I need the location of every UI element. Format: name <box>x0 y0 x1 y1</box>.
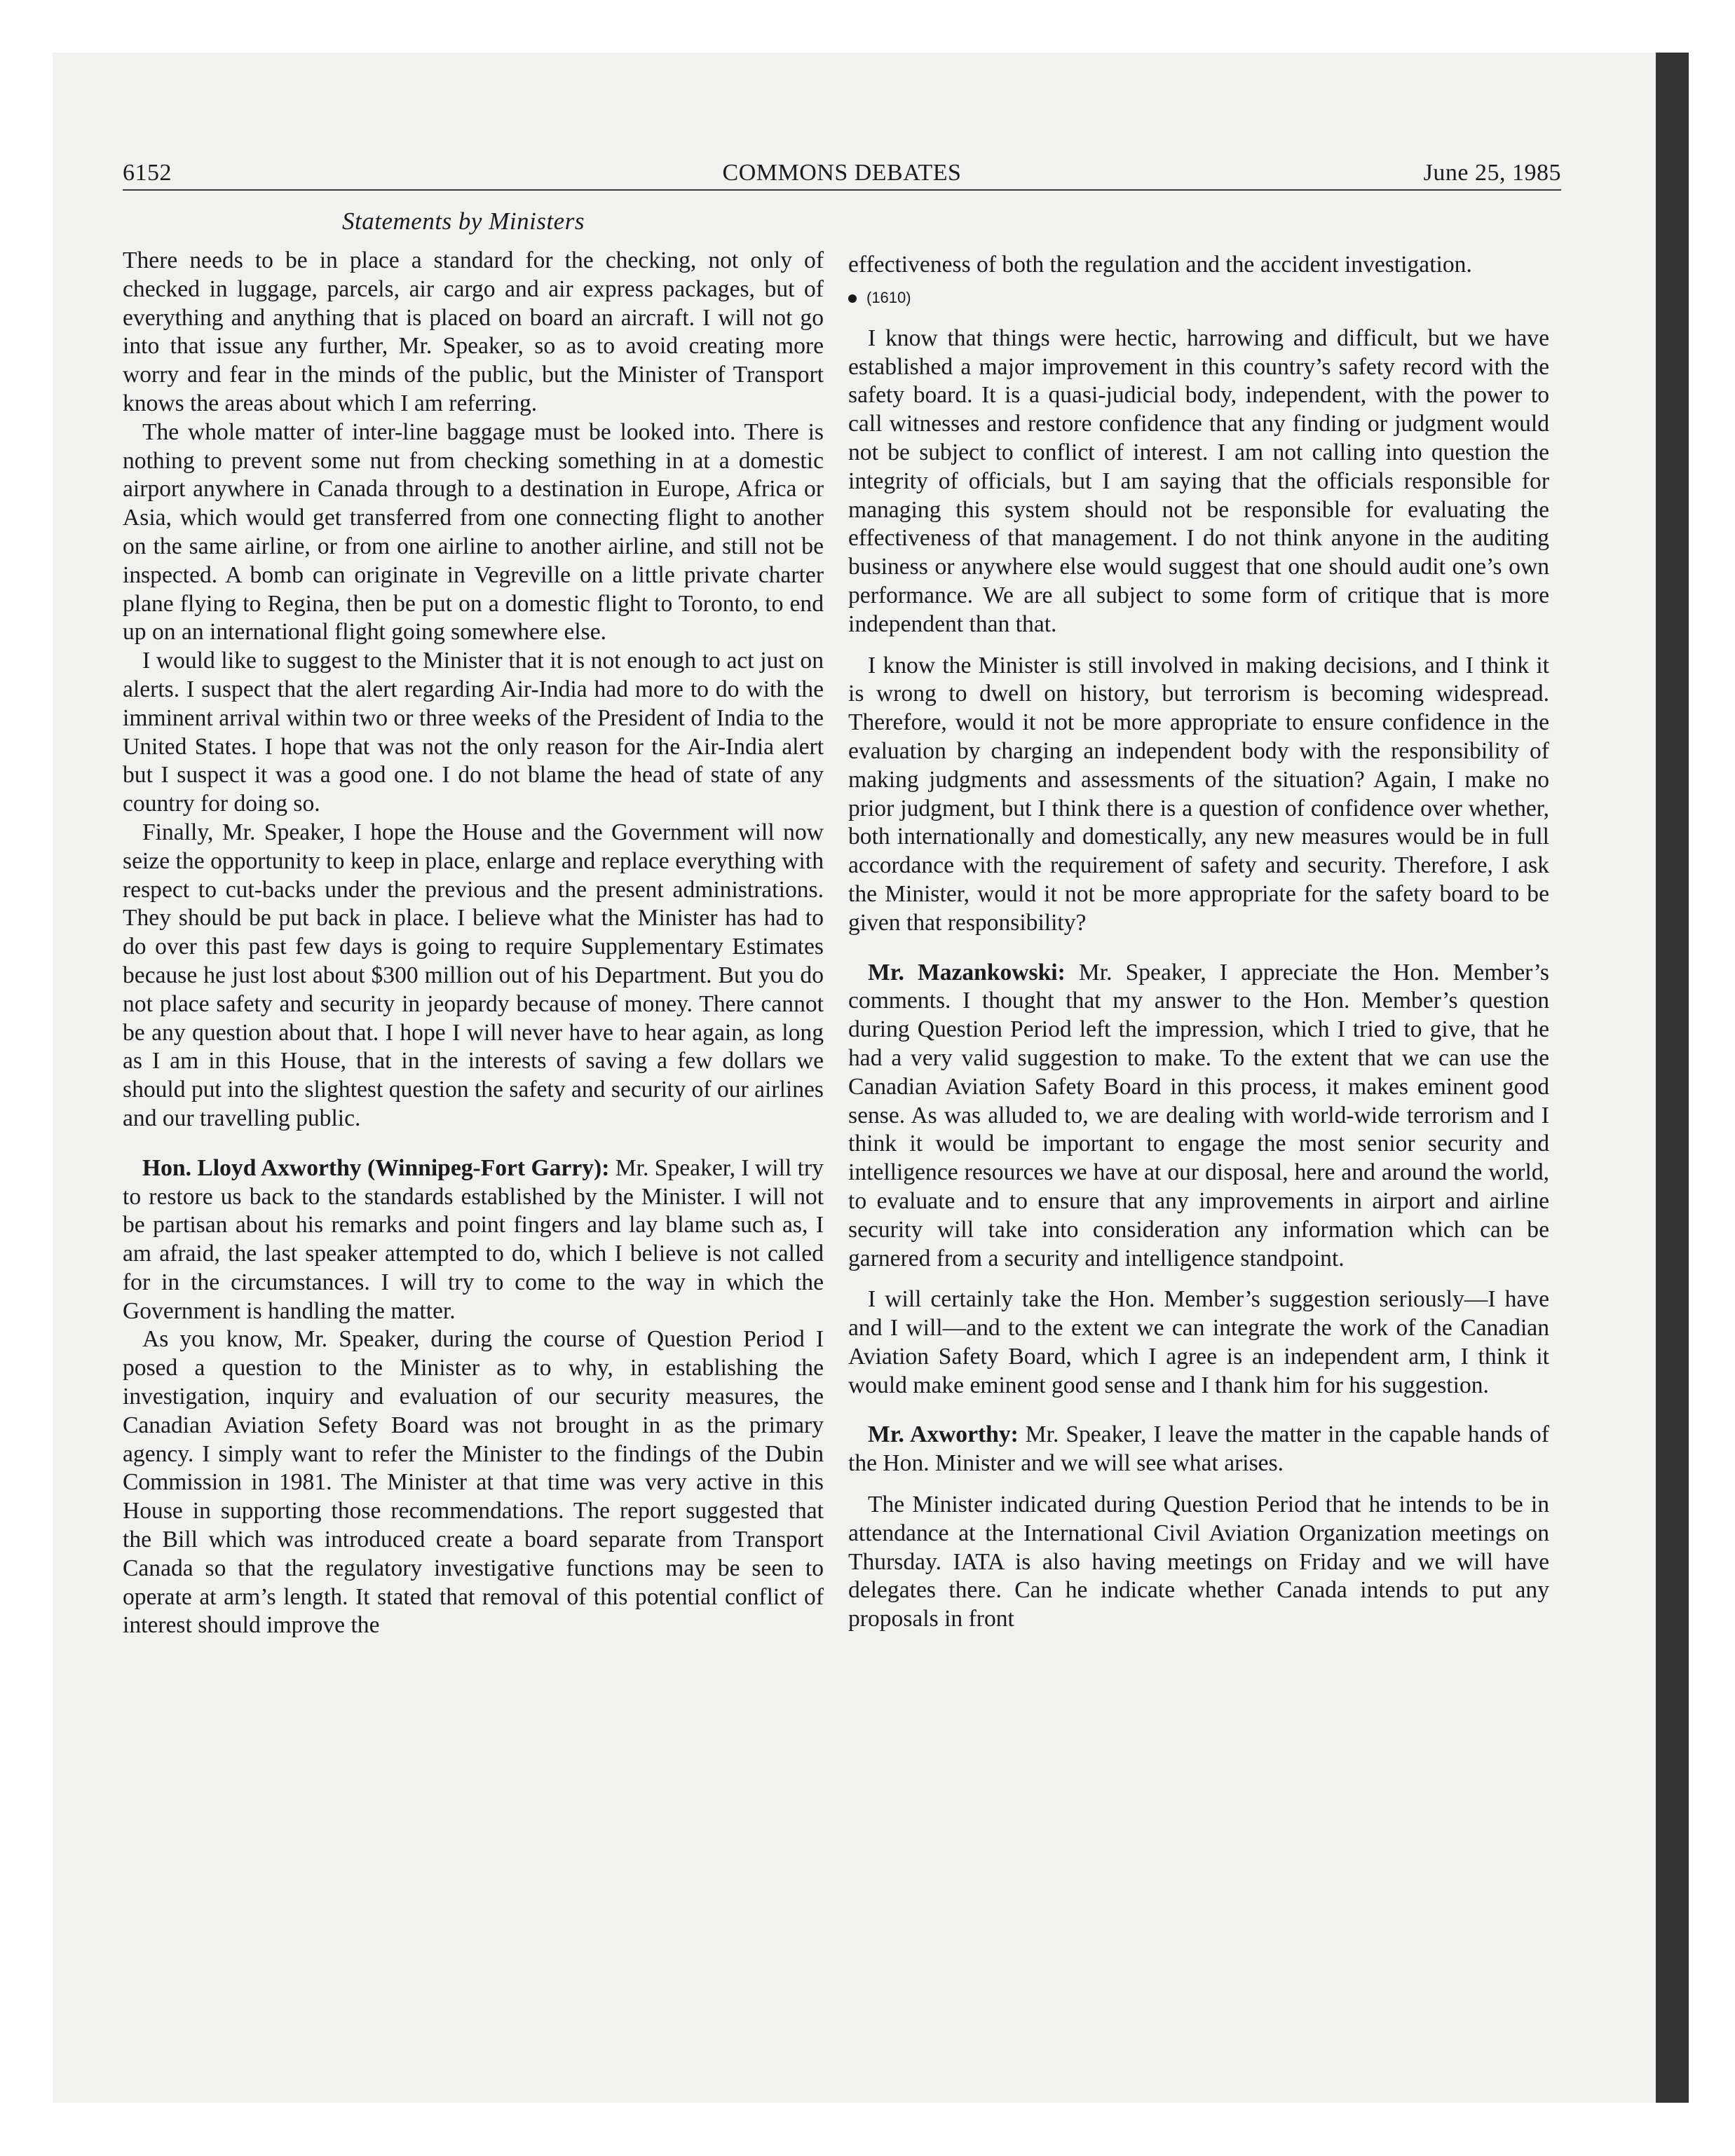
speaker-name: Hon. Lloyd Axworthy (Winnipeg-Fort Garry): <box>142 1154 610 1181</box>
paragraph: I know that things were hectic, harrowing and difficult, but we have established a major improvement in this country’s safety record with the safety board. It is a quasi-judicial body, independent, with the power to call witnesses and restore confidence that any finding or judgment would not be subject to conflict of interest. I am not calling into question the integrity of officials, but I am saying that the officials responsible for managing this system should not be responsible for evaluating the effectiveness of that management. I do not think anyone in the auditing business or anywhere else would suggest that one should audit one’s own performance. We are all subject to some form of critique that is more independent than that. <box>848 325 1549 637</box>
paragraph: There needs to be in place a standard for the checking, not only of checked in luggage, parcels, air cargo and air express packages, but of everything and anything that is placed on board an aircraft. I will not go into that issue any further, Mr. Speaker, so as to avoid creating more worry and fear in the minds of the public, but the Minister of Transport knows the areas about which I am referring. <box>123 247 824 416</box>
paragraph: effectiveness of both the regulation and the accident investigation. <box>848 252 1472 278</box>
speaker-name: Mr. Axworthy: <box>868 1421 1019 1448</box>
page-number: 6152 <box>123 160 172 186</box>
paragraph: I know the Minister is still involved in making decisions, and I think it is wrong to dwell on history, but terrorism is becoming widespread. Therefore, would it not be more appropriate to ensure confidence in the evaluation by charging an independent body with the responsibility of making judgments and assessments of the situation? Again, I make no prior judgment, but I think there is a question of confidence over whether, both internationally and domestically, any new measures would be in full accordance with the requirement of safety and security. Therefore, I ask the Minister, would it not be more appropriate for the safety board to be given that responsibility? <box>848 652 1549 936</box>
paragraph: The whole matter of inter-line baggage must be looked into. There is nothing to prevent some nut from checking something in at a domestic airport anywhere in Canada through to a destination in Europe, Africa or Asia, which would get transferred from one connecting flight to another on the same airline, or from one airline to another airline, and still not be inspected. A bomb can originate in Vegreville on a little private charter plane flying to Regina, then be put on a domestic flight to Toronto, to end up on an international flight going somewhere else. <box>123 418 824 646</box>
timestamp <box>848 284 1549 312</box>
left-column <box>123 247 824 1640</box>
section-title: Statements by Ministers <box>342 207 585 235</box>
speech-paragraph <box>848 959 1549 1274</box>
paragraph: As you know, Mr. Speaker, during the course of Question Period I posed a question to the Minister as to why, in establishing the investigation, inquiry and evaluation of our security measures, the Canadian Aviation Sefety Board was not brought in as the primary agency. I simply want to refer the Minister to the findings of the Dubin Commission in 1981. The Minister at that time was very active in this House in supporting those recommendations. The report suggested that the Bill which was introduced create a board separate from Transport Canada so that the regulatory investigative functions may be seen to operate at arm’s length. It stated that removal of this potential conflict of interest should improve the <box>123 1326 824 1639</box>
paragraph: I will certainly take the Hon. Member’s suggestion seriously—I have and I will—and to the extent we can integrate the work of the Canadian Aviation Safety Board, which I agree is an independent arm, I think it would make eminent good sense and I thank him for his suggestion. <box>848 1286 1549 1398</box>
right-column <box>848 251 1549 1634</box>
paragraph: Finally, Mr. Speaker, I hope the House and the Government will now seize the opportunity to keep in place, enlarge and replace everything with respect to cut-backs under the previous and the present administrations. They should be put back in place. I believe what the Minister has had to do over this past few days is going to require Supplementary Estimates because he just lost about $300 million out of his Department. But you do not place safety and security in jeopardy because of money. There cannot be any question about that. I hope I will never have to hear again, as long as I am in this House, that in the interests of saving a few dollars we should put into the slightest question the safety and security of our airlines and our travelling public. <box>123 819 824 1131</box>
paragraph: I would like to suggest to the Minister that it is not enough to act just on alerts. I suspect that the alert regarding Air-India had more to do with the imminent arrival within two or three weeks of the President of India to the United States. I hope that was not the only reason for the Air-India alert but I suspect it was a good one. I do not blame the head of state of any country for doing so. <box>123 648 824 817</box>
speech-text: Mr. Speaker, I leave the matter in the capable hands of the Hon. Minister and we will see what arises. <box>848 1421 1549 1477</box>
timestamp-text: (1610) <box>866 288 911 306</box>
publication-title: COMMONS DEBATES <box>722 160 962 186</box>
page-header <box>123 153 1561 191</box>
speech-paragraph <box>123 1154 824 1326</box>
speaker-name: Mr. Mazankowski: <box>868 959 1066 985</box>
publication-date: June 25, 1985 <box>1423 160 1561 186</box>
bullet-dot-icon <box>848 294 857 303</box>
speech-text: Mr. Speaker, I will try to restore us back to the standards established by the Minister. I will not be partisan about his remarks and point fingers and lay blame such as, I am afraid, the last speaker attempted to do, which I believe is not called for in the circumstances. I will try to come to the way in which the Government is handling the matter. <box>123 1154 824 1324</box>
scan-edge-shadow <box>1656 53 1689 2103</box>
speech-paragraph <box>848 1421 1549 1478</box>
paragraph: The Minister indicated during Question Period that he intends to be in attendance at the International Civil Aviation Organization meetings on Thursday. IATA is also having meetings on Friday and we will have delegates there. Can he indicate whether Canada intends to put any proposals in front <box>848 1492 1549 1632</box>
speech-text: Mr. Speaker, I appreciate the Hon. Member’s comments. I thought that my answer to the Hon. Member’s question during Question Period left the impression, which I tried to give, that he had a very valid suggestion to make. To the extent that we can use the Canadian Aviation Safety Board in this process, it makes eminent good sense. As was alluded to, we are dealing with world-wide terrorism and I think it would be important to engage the most senior security and intelligence resources we have at our disposal, here and around the world, to evaluate and to ensure that any improvements in airport and airline security will take into consideration any information which can be garnered from a security and intelligence standpoint. <box>848 959 1549 1271</box>
